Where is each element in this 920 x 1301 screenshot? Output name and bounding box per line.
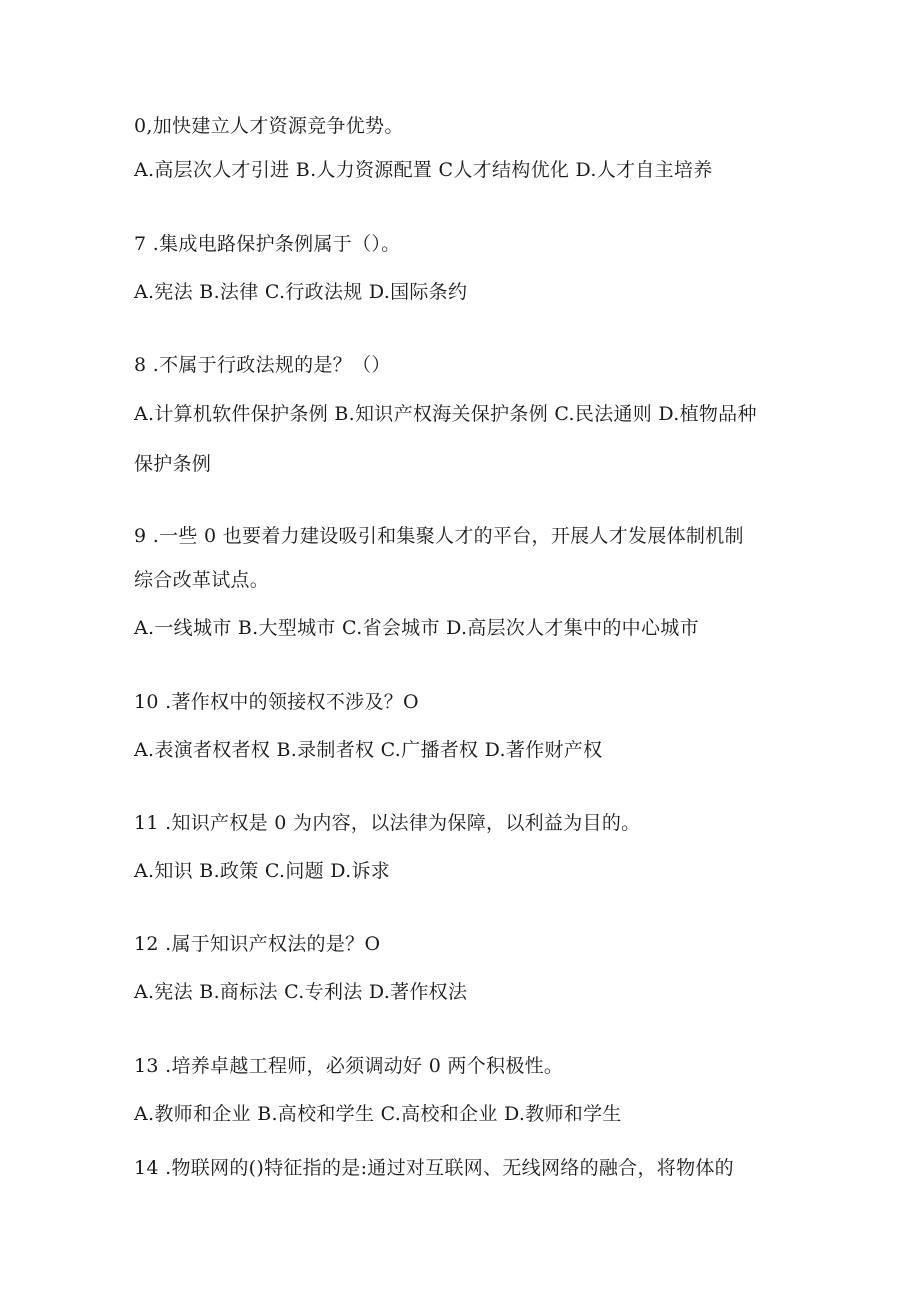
question-9-stem-continued: 综合改革试点。 bbox=[134, 569, 270, 591]
question-13-stem: 13 .培养卓越工程师，必须调动好 0 两个积极性。 bbox=[134, 1055, 564, 1077]
question-8-options-continued: 保护条例 bbox=[134, 453, 212, 475]
question-9-stem: 9 .一些 0 也要着力建设吸引和集聚人才的平台，开展人才发展体制机制 bbox=[134, 525, 744, 547]
question-11-options: A.知识 B.政策 C.问题 D.诉求 bbox=[134, 860, 391, 882]
question-11-stem: 11 .知识产权是 0 为内容，以法律为保障，以利益为目的。 bbox=[134, 812, 641, 834]
question-6-options: A.高层次人才引进 B.人力资源配置 C人才结构优化 D.人才自主培养 bbox=[134, 159, 713, 181]
question-6-stem: 0,加快建立人才资源竞争优势。 bbox=[134, 115, 404, 137]
question-14-stem: 14 .物联网的()特征指的是:通过对互联网、无线网络的融合，将物体的 bbox=[134, 1157, 734, 1179]
question-8-options: A.计算机软件保护条例 B.知识产权海关保护条例 C.民法通则 D.植物品种 bbox=[134, 403, 757, 425]
question-10-options: A.表演者权者权 B.录制者权 C.广播者权 D.著作财产权 bbox=[134, 739, 603, 761]
question-9-options: A.一线城市 B.大型城市 C.省会城市 D.高层次人才集中的中心城市 bbox=[134, 617, 699, 639]
question-12-stem: 12 .属于知识产权法的是？O bbox=[134, 933, 381, 955]
question-8-stem: 8 .不属于行政法规的是？（） bbox=[134, 354, 391, 376]
question-10-stem: 10 .著作权中的领接权不涉及？O bbox=[134, 691, 419, 713]
question-7-options: A.宪法 B.法律 C.行政法规 D.国际条约 bbox=[134, 281, 468, 303]
question-7-stem: 7 .集成电路保护条例属于（）。 bbox=[134, 233, 401, 255]
question-13-options: A.教师和企业 B.高校和学生 C.高校和企业 D.教师和学生 bbox=[134, 1103, 622, 1125]
question-12-options: A.宪法 B.商标法 C.专利法 D.著作权法 bbox=[134, 981, 468, 1003]
